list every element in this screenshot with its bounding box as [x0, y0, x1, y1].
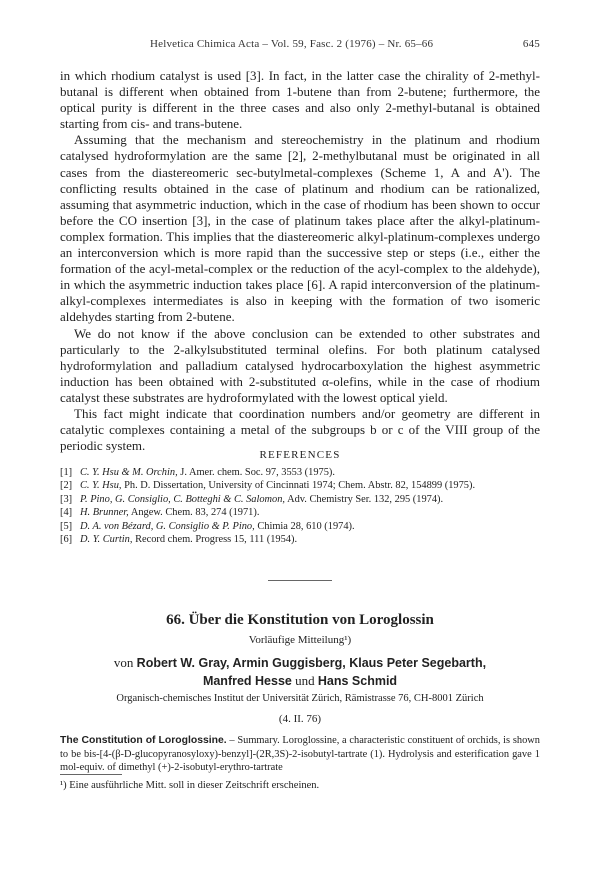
- section-separator: [268, 580, 332, 581]
- paragraph-4: This fact might indicate that coordination numbers and/or geometry are different in catalytic complexes containing a metal of the subgroups b or c of the VIII group of the periodic system.: [60, 405, 540, 454]
- reference-source: Angew. Chem. 83, 274 (1971).: [130, 507, 260, 519]
- reference-list: [60, 466, 540, 546]
- institute-address: Organisch-chemisches Institut der Universität Zürich, Rämistrasse 76, CH-8001 Zürich: [116, 693, 484, 704]
- author-line-2: [60, 672, 540, 690]
- reference-item: [60, 466, 540, 479]
- article-title: 66. Über die Konstitution von Loroglossin: [166, 612, 434, 628]
- summary-lead: The Constitution of Loroglossine.: [60, 735, 227, 746]
- reference-authors: C. Y. Hsu & M. Orchin,: [80, 467, 178, 478]
- authors-names-1: Robert W. Gray, Armin Guggisberg, Klaus Peter Segebarth,: [136, 656, 487, 670]
- reference-number: [4]: [60, 507, 73, 519]
- footnote: ¹) Eine ausführliche Mitt. soll in dieser Zeitschrift erscheinen.: [60, 780, 320, 791]
- reference-number: [5]: [60, 520, 73, 532]
- reference-number: [1]: [60, 467, 73, 478]
- paragraph-1: in which rhodium catalyst is used [3]. In fact, in the latter case the chirality of 2-methyl-butanal is different when obtained from 1-butene than from 2-butene; furthermore, the optical purity is different in the three cases and also only 2-methyl-butanal is obtained starting from cis- and trans-butene.: [60, 68, 540, 132]
- authors-names-2b: Hans Schmid: [317, 674, 398, 688]
- summary: [60, 734, 540, 775]
- reference-source: Record chem. Progress 15, 111 (1954).: [135, 534, 298, 546]
- paragraph-2: Assuming that the mechanism and stereochemistry in the platinum and rhodium catalysed hydroformylation are the same [2], 2-methylbutanal must be originated in all cases from the diastereomeric sec-butylmetal-complexes (Scheme 1, A and A'). The conflicting results obtained in the case of platinum and rhodium can be rationalized, assuming that asymmetric induction, which in the case of rhodium has been shown to occur before the CO insertion [3], in the case of platinum takes place after the alkyl-platinum-complex formation. This implies that the diastereomeric alkyl-platinum-complexes undergo an interconversion which is more rapid than the successive step or steps (i.e., either the formation of the acyl-metal-complex or the reduction of the acyl-complex to the aldehyde), in which the asymmetric induction takes place [6]. A rapid interconversion of the platinum-alkyl-complexes intermediates is also in keeping with the formation of two isomeric aldehydes starting from 2-butene.: [60, 132, 540, 325]
- journal-citation: Helvetica Chimica Acta – Vol. 59, Fasc. 2 (1976) – Nr. 65–66: [150, 38, 434, 50]
- received-date: (4. II. 76): [278, 713, 322, 725]
- reference-item: [60, 533, 540, 546]
- reference-authors: D. Y. Curtin,: [80, 534, 133, 546]
- reference-number: [3]: [60, 493, 73, 505]
- footnote-rule: [60, 774, 122, 775]
- references-heading: REFERENCES: [259, 449, 341, 461]
- reference-authors: H. Brunner,: [80, 507, 129, 519]
- reference-item: [60, 506, 540, 519]
- reference-source: Ph. D. Dissertation, University of Cincinnati 1974; Chem. Abstr. 82, 154899 (1975).: [124, 480, 476, 492]
- page-number: 645: [522, 38, 540, 50]
- reference-number: [2]: [60, 480, 73, 492]
- body-text: [60, 68, 540, 454]
- author-line-1: [60, 654, 540, 672]
- author-list: [60, 654, 540, 690]
- reference-authors: P. Pino, G. Consiglio, C. Botteghi & C. Salomon,: [80, 493, 286, 505]
- paragraph-3: We do not know if the above conclusion can be extended to other substrates and particularly to the 2-alkylsubstituted terminal olefins. For both platinum catalysed hydroformylation and palladium catalysed hydrocarboxylation the highest asymmetric induction has been obtained with 2-substituted α-olefins, while in the case of rhodium catalyst these substrates are hydroformylated with the lowest optical yield.: [60, 325, 540, 405]
- authors-names-2a: Manfred Hesse: [202, 674, 292, 688]
- reference-authors: C. Y. Hsu,: [80, 480, 122, 492]
- reference-source: J. Amer. chem. Soc. 97, 3553 (1975).: [180, 467, 335, 478]
- reference-authors: D. A. von Bézard, G. Consiglio & P. Pino,: [80, 520, 255, 532]
- reference-item: [60, 493, 540, 506]
- reference-source: Chimia 28, 610 (1974).: [257, 520, 355, 532]
- reference-source: Adv. Chemistry Ser. 132, 295 (1974).: [287, 493, 444, 505]
- und-text: und: [295, 673, 315, 688]
- reference-item: [60, 520, 540, 533]
- von-text: von: [113, 655, 134, 670]
- article-subtitle: Vorläufige Mitteilung¹): [248, 634, 352, 646]
- reference-number: [6]: [60, 534, 73, 546]
- summary-text: – Summary. Loroglossine, a characteristic constituent of orchids, is shown to be bis-[4-(β-D-glucopyranosyloxy)-benzyl]-(2R,3S)-2-isobutyl-tartrate (1). Hydrolysis and esterification gave 1 mol-equiv. of dimethyl (+)-2-isobutyl-erythro-tartrate: [60, 735, 540, 774]
- reference-item: [60, 479, 540, 492]
